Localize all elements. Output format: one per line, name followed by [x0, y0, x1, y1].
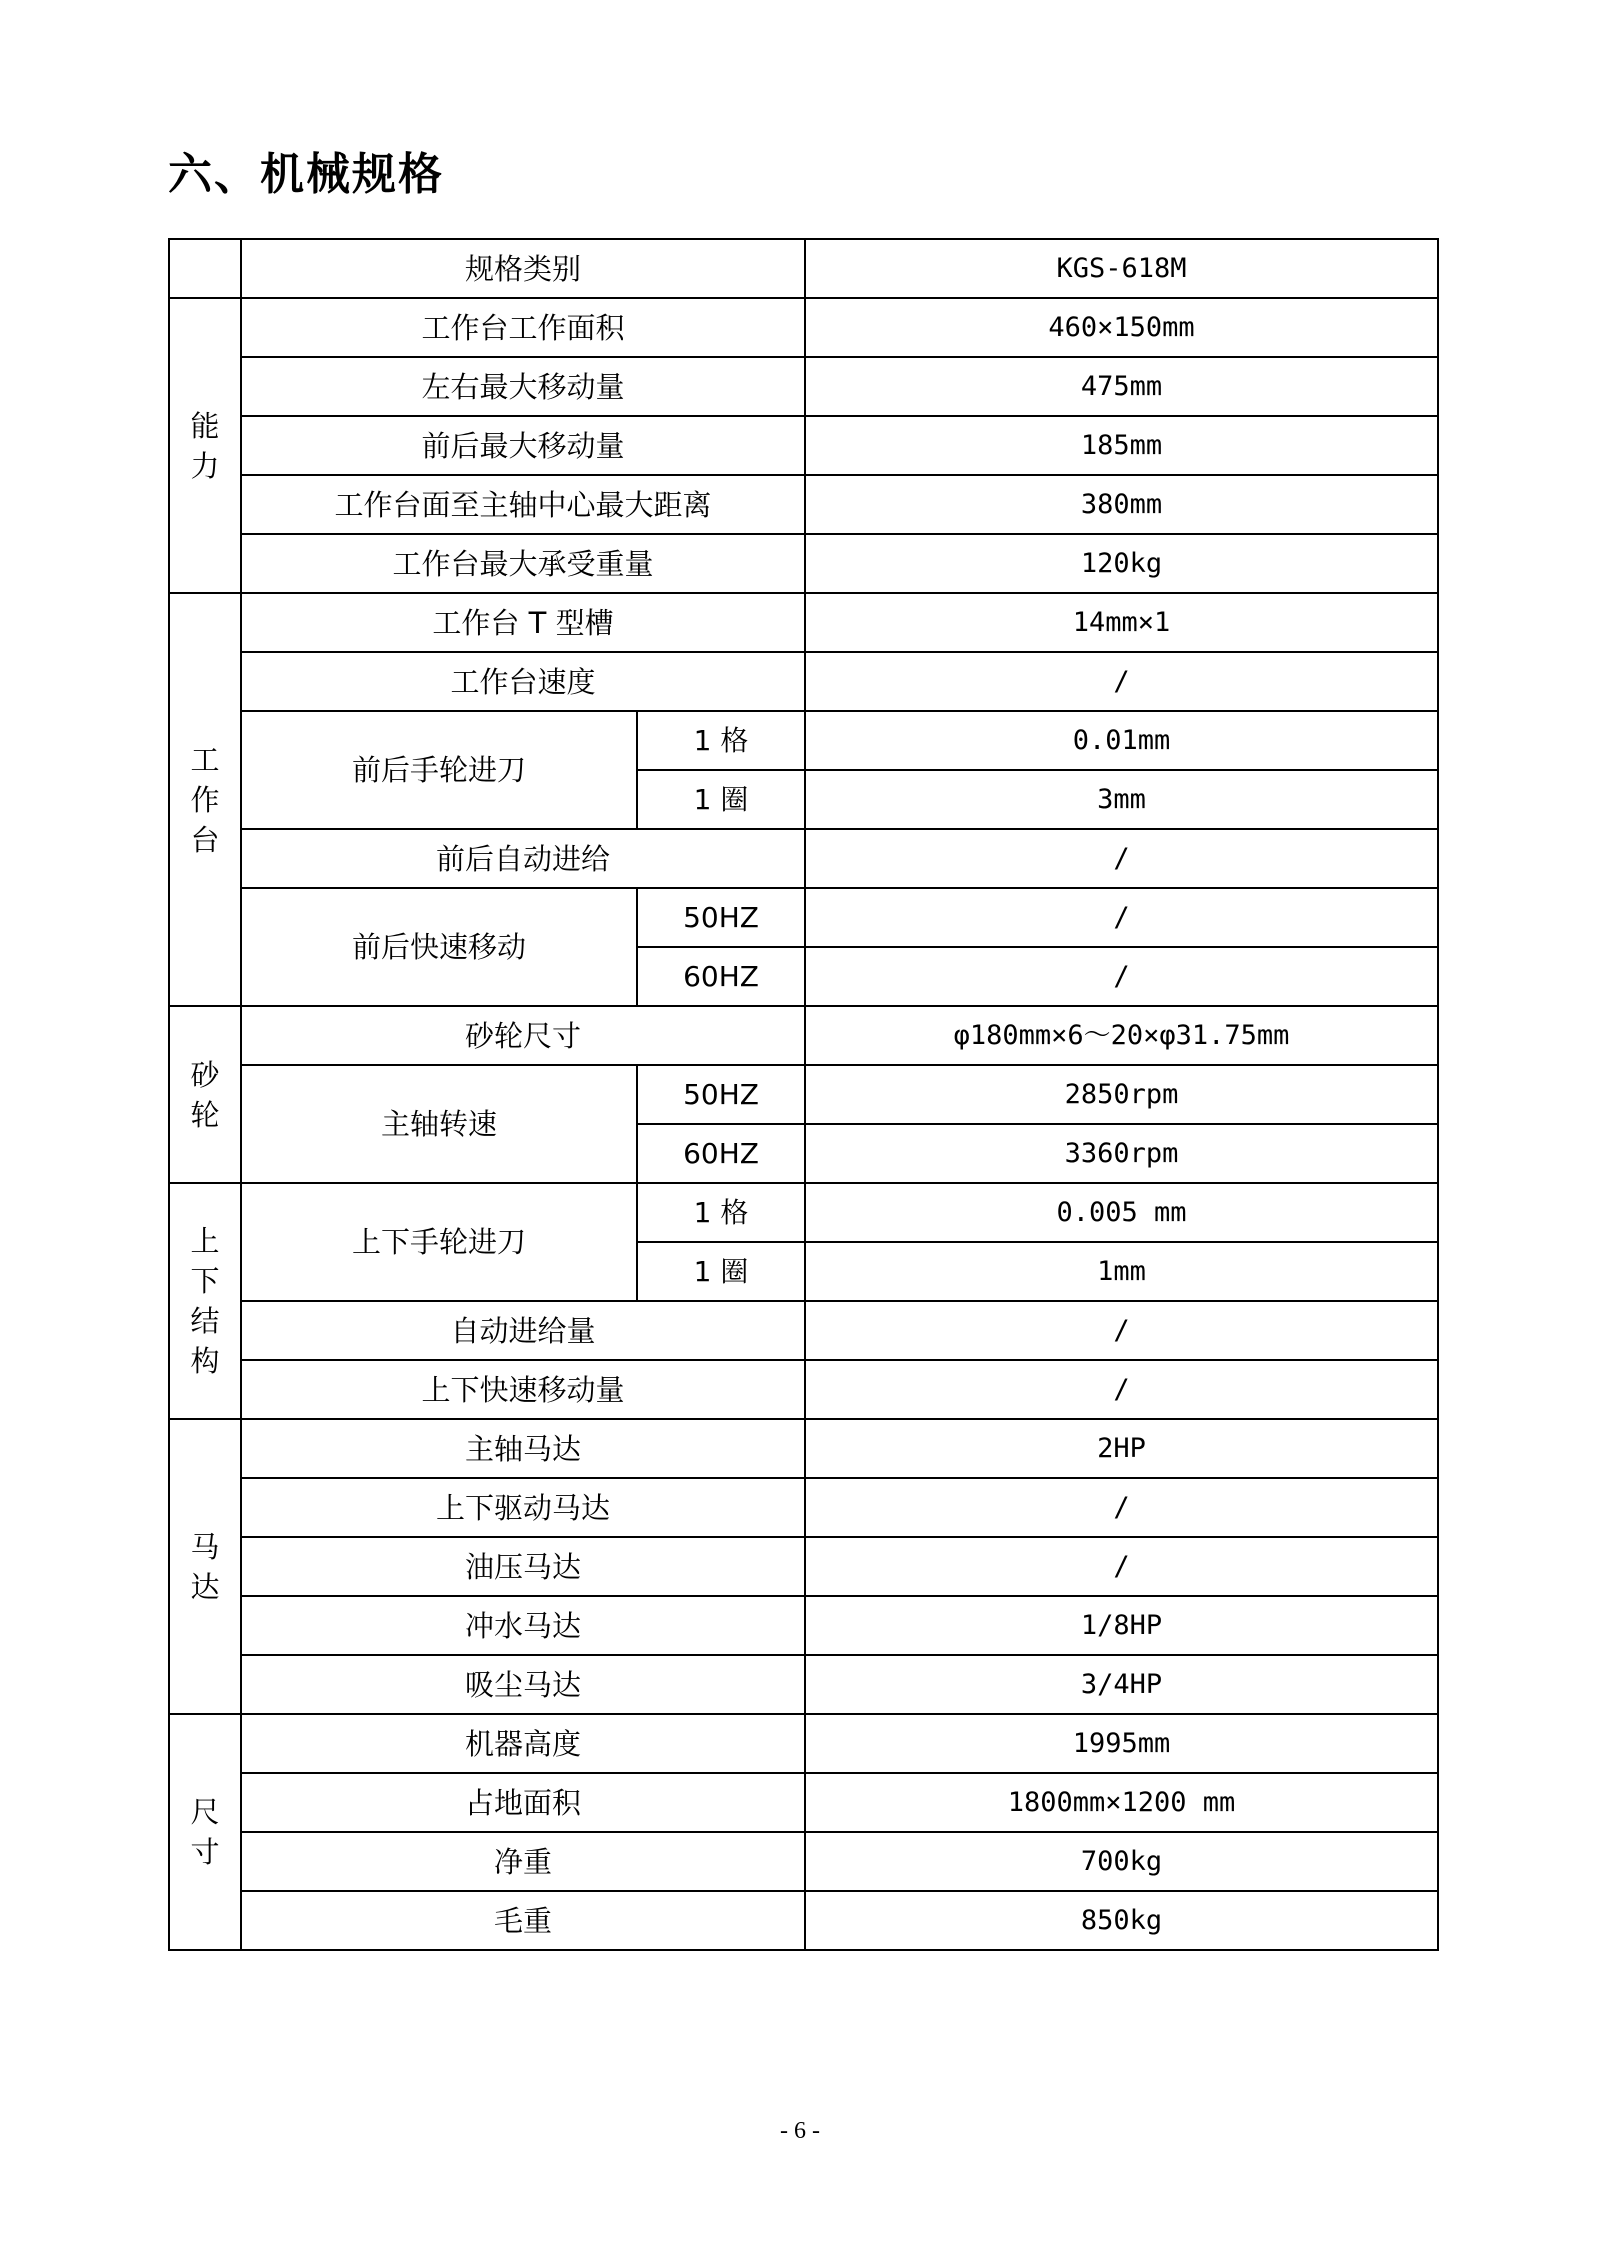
spec-value-cell: 850kg — [805, 1891, 1438, 1950]
table-row — [169, 1360, 1438, 1419]
spec-label-cell: 工作台 T 型槽 — [241, 593, 805, 652]
spec-label-cell: 冲水马达 — [241, 1596, 805, 1655]
spec-label-cell: 前后手轮进刀 — [241, 711, 637, 829]
table-row — [169, 1832, 1438, 1891]
header-model-cell: KGS-618M — [805, 239, 1438, 298]
table-row — [169, 416, 1438, 475]
spec-value-cell: 2850rpm — [805, 1065, 1438, 1124]
spec-label-cell: 自动进给量 — [241, 1301, 805, 1360]
spec-sub-label-cell: 1 圈 — [637, 1242, 805, 1301]
table-row — [169, 357, 1438, 416]
spec-value-cell: / — [805, 888, 1438, 947]
spec-value-cell: 380mm — [805, 475, 1438, 534]
spec-label-cell: 吸尘马达 — [241, 1655, 805, 1714]
table-row — [169, 888, 1438, 947]
table-row — [169, 593, 1438, 652]
spec-value-cell: 185mm — [805, 416, 1438, 475]
category-cell — [169, 1183, 241, 1419]
header-blank-cell — [169, 239, 241, 298]
spec-sub-label-cell: 50HZ — [637, 1065, 805, 1124]
table-row — [169, 1655, 1438, 1714]
table-row — [169, 1006, 1438, 1065]
spec-value-cell: 3360rpm — [805, 1124, 1438, 1183]
table-row — [169, 534, 1438, 593]
spec-value-cell: / — [805, 1301, 1438, 1360]
spec-label-cell: 占地面积 — [241, 1773, 805, 1832]
table-row — [169, 1478, 1438, 1537]
category-label: 上下结构 — [190, 1224, 220, 1378]
table-row — [169, 1891, 1438, 1950]
spec-sub-label-cell: 60HZ — [637, 1124, 805, 1183]
spec-value-cell: 2HP — [805, 1419, 1438, 1478]
spec-sub-label-cell: 1 格 — [637, 1183, 805, 1242]
table-row — [169, 1537, 1438, 1596]
spec-value-cell: 1mm — [805, 1242, 1438, 1301]
category-label: 工作台 — [190, 742, 220, 857]
table-row — [169, 1596, 1438, 1655]
page-title: 六、机械规格 — [168, 149, 444, 200]
spec-table — [168, 238, 1439, 1951]
spec-sub-label-cell: 50HZ — [637, 888, 805, 947]
table-row — [169, 1773, 1438, 1832]
spec-value-cell: 120kg — [805, 534, 1438, 593]
table-row — [169, 1183, 1438, 1242]
category-cell — [169, 1714, 241, 1950]
spec-label-cell: 前后快速移动 — [241, 888, 637, 1006]
spec-label-cell: 工作台最大承受重量 — [241, 534, 805, 593]
spec-value-cell: 0.01mm — [805, 711, 1438, 770]
table-row — [169, 1714, 1438, 1773]
spec-label-cell: 前后最大移动量 — [241, 416, 805, 475]
spec-label-cell: 主轴马达 — [241, 1419, 805, 1478]
spec-sub-label-cell: 1 格 — [637, 711, 805, 770]
spec-sub-label-cell: 1 圈 — [637, 770, 805, 829]
category-label: 马达 — [190, 1529, 220, 1604]
spec-label-cell: 机器高度 — [241, 1714, 805, 1773]
category-label: 砂轮 — [190, 1057, 220, 1132]
header-label-cell: 规格类别 — [241, 239, 805, 298]
spec-value-cell: φ180mm×6～20×φ31.75mm — [805, 1006, 1438, 1065]
category-label: 尺寸 — [190, 1795, 220, 1869]
spec-label-cell: 毛重 — [241, 1891, 805, 1950]
spec-label-cell: 主轴转速 — [241, 1065, 637, 1183]
spec-value-cell: 475mm — [805, 357, 1438, 416]
spec-label-cell: 前后自动进给 — [241, 829, 805, 888]
table-header-row — [169, 239, 1438, 298]
table-row — [169, 652, 1438, 711]
spec-value-cell: / — [805, 1537, 1438, 1596]
table-row — [169, 1301, 1438, 1360]
table-row — [169, 711, 1438, 770]
spec-label-cell: 砂轮尺寸 — [241, 1006, 805, 1065]
spec-value-cell: 0.005 mm — [805, 1183, 1438, 1242]
spec-value-cell: 3mm — [805, 770, 1438, 829]
spec-value-cell: / — [805, 947, 1438, 1006]
spec-table-body — [169, 239, 1438, 1950]
spec-value-cell: 460×150mm — [805, 298, 1438, 357]
spec-label-cell: 上下驱动马达 — [241, 1478, 805, 1537]
spec-value-cell: / — [805, 1478, 1438, 1537]
spec-value-cell: / — [805, 652, 1438, 711]
spec-label-cell: 净重 — [241, 1832, 805, 1891]
spec-label-cell: 左右最大移动量 — [241, 357, 805, 416]
spec-label-cell: 工作台工作面积 — [241, 298, 805, 357]
spec-label-cell: 工作台速度 — [241, 652, 805, 711]
category-label: 能力 — [190, 408, 220, 483]
spec-label-cell: 上下快速移动量 — [241, 1360, 805, 1419]
table-row — [169, 1065, 1438, 1124]
spec-value-cell: 14mm×1 — [805, 593, 1438, 652]
table-row — [169, 1419, 1438, 1478]
spec-value-cell: 1995mm — [805, 1714, 1438, 1773]
spec-value-cell: 700kg — [805, 1832, 1438, 1891]
spec-value-cell: 3/4HP — [805, 1655, 1438, 1714]
page-number: - 6 - — [780, 2118, 820, 2144]
category-cell — [169, 1419, 241, 1714]
spec-label-cell: 上下手轮进刀 — [241, 1183, 637, 1301]
spec-value-cell: 1/8HP — [805, 1596, 1438, 1655]
spec-value-cell: 1800mm×1200 mm — [805, 1773, 1438, 1832]
spec-value-cell: / — [805, 829, 1438, 888]
table-row — [169, 475, 1438, 534]
table-row — [169, 829, 1438, 888]
spec-sub-label-cell: 60HZ — [637, 947, 805, 1006]
category-cell — [169, 298, 241, 593]
category-cell — [169, 593, 241, 1006]
table-row — [169, 298, 1438, 357]
category-cell — [169, 1006, 241, 1183]
spec-label-cell: 油压马达 — [241, 1537, 805, 1596]
spec-value-cell: / — [805, 1360, 1438, 1419]
spec-label-cell: 工作台面至主轴中心最大距离 — [241, 475, 805, 534]
